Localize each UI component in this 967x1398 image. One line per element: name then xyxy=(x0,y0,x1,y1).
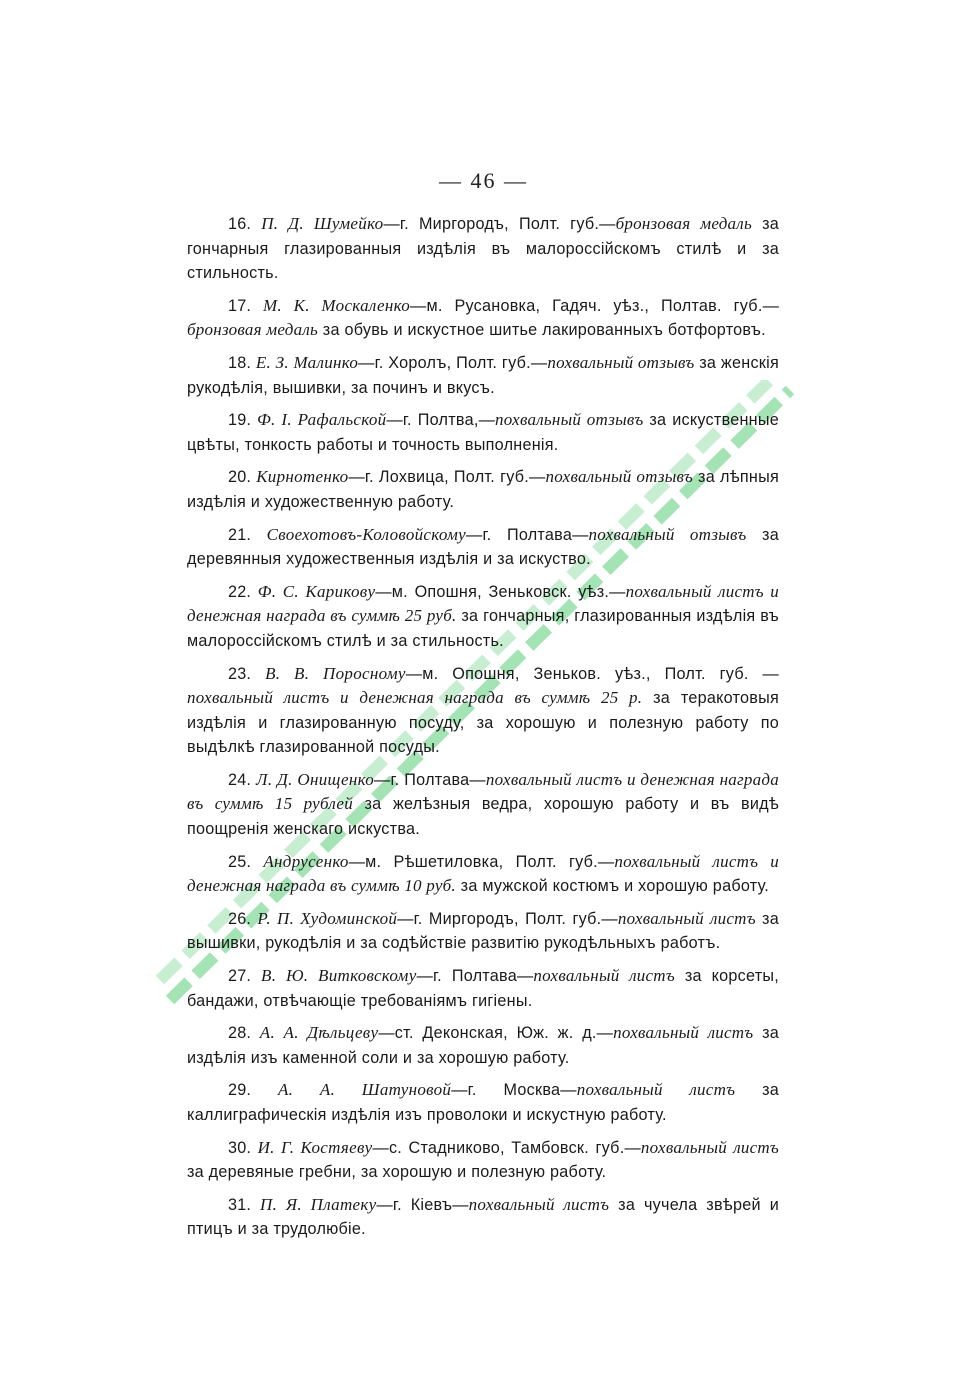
entry-place: —г. Миргородъ, Полт. губ.— xyxy=(383,215,616,233)
entry-award: похвальный листъ xyxy=(533,966,675,986)
entry-description: за каллиграфическія издѣлія изъ проволоки и искустную работу. xyxy=(187,1081,780,1124)
award-entry xyxy=(187,768,779,842)
entry-place: —г. Полтава— xyxy=(466,525,589,544)
entry-award: похвальный листъ xyxy=(640,1137,780,1157)
entry-number: 22. xyxy=(228,582,252,601)
entry-description: за гончарныя, глазированныя издѣлія въ малороссійскомъ стилѣ и за стильность. xyxy=(187,607,779,650)
entry-award: похвальный отзывъ xyxy=(547,352,695,372)
award-entry xyxy=(187,850,779,899)
entry-place: —м. Опошня, Зеньковск. уѣз.— xyxy=(375,582,626,601)
award-entry xyxy=(187,523,779,572)
entry-place: —ст. Деконская, Юж. ж. д.— xyxy=(378,1024,614,1043)
award-entry xyxy=(187,1078,779,1127)
entry-place: —с. Стадниково, Тамбовск. губ.— xyxy=(372,1138,641,1157)
entry-recipient: А. А. Шатуновой xyxy=(277,1080,452,1100)
entry-place: —г. Кіевъ— xyxy=(376,1195,469,1214)
entry-number: 18. xyxy=(228,353,252,372)
award-entry xyxy=(187,212,779,286)
entry-number: 23. xyxy=(228,664,252,683)
award-entry xyxy=(187,662,779,760)
entry-recipient: П. Я. Платеку xyxy=(260,1194,377,1214)
entry-number: 16. xyxy=(228,215,252,233)
entry-recipient: П. Д. Шумейко xyxy=(261,214,384,233)
entry-recipient: Л. Д. Онищенко xyxy=(256,769,375,789)
entry-description: за деревяные гребни, за хорошую и полезную работу. xyxy=(187,1163,607,1182)
award-entry xyxy=(187,907,779,956)
entry-number: 26. xyxy=(228,909,252,928)
entry-recipient: Р. П. Худоминской xyxy=(257,908,398,928)
page-number: — 46 — xyxy=(439,168,528,193)
entry-recipient: Кирнотенко xyxy=(256,467,349,487)
entry-recipient: Ф. І. Рафальской xyxy=(257,410,387,430)
entry-award: похвальный листъ и денежная награда въ суммѣ 15 рублей xyxy=(187,769,779,814)
entry-number: 21. xyxy=(228,525,252,544)
entry-description: за корсеты, бандажи, отвѣчающіе требованіямъ гигіены. xyxy=(187,967,780,1010)
award-list xyxy=(187,212,779,1250)
entry-recipient: М. К. Москаленко xyxy=(262,295,411,315)
entry-description: за деревянныя художественныя издѣлія и за искуство. xyxy=(187,525,779,569)
entry-recipient: Ф. С. Карикову xyxy=(257,581,376,601)
entry-description: за теракотовыя издѣлія и глазированную посуду, за хорошую и полезную работу по выдѣлкѣ глазированной посуды. xyxy=(187,689,779,757)
award-entry xyxy=(187,465,779,514)
entry-recipient: Своехотовъ-Коловойскому xyxy=(266,524,467,544)
entry-award: похвальный листъ xyxy=(576,1080,736,1100)
entry-place: —м. Русановка, Гадяч. уѣз., Полтав. губ.— xyxy=(410,296,780,315)
entry-award: бронзовая медаль xyxy=(187,320,319,340)
entry-award: похвальный отзывъ xyxy=(495,410,644,430)
entry-recipient: В. В. Поросному xyxy=(265,663,406,683)
entry-place: —г. Лохвица, Полт. губ.— xyxy=(348,468,546,487)
entry-award: похвальный листъ и денежная награда въ суммѣ 10 руб. xyxy=(187,851,779,896)
entry-description: за лѣпныя издѣлія и художественную работу. xyxy=(187,468,780,511)
entry-award: похвальный листъ xyxy=(613,1023,754,1043)
entry-number: 25. xyxy=(228,852,252,871)
award-entry xyxy=(187,294,779,343)
entry-award: бронзовая медаль xyxy=(615,214,752,233)
award-entry xyxy=(187,964,779,1013)
entry-description: за женскія рукодѣлія, вышивки, за починъ и вкусъ. xyxy=(187,353,779,397)
entry-recipient: Андрусенко xyxy=(263,851,349,871)
entry-number: 30. xyxy=(228,1138,252,1157)
entry-place: —г. Полтава— xyxy=(374,770,486,789)
entry-place: —м. Опошня, Зеньков. уѣз., Полт. губ. — xyxy=(405,664,779,683)
entry-place: —г. Миргородъ, Полт. губ.— xyxy=(397,909,618,928)
entry-award: похвальный листъ и денежная награда въ суммѣ 25 руб. xyxy=(187,581,780,626)
entry-number: 27. xyxy=(228,967,252,986)
award-entry xyxy=(187,351,779,400)
entry-number: 28. xyxy=(228,1024,252,1043)
entry-recipient: В. Ю. Витковскому xyxy=(261,966,417,986)
award-entry xyxy=(187,1193,779,1242)
entry-award: похвальный отзывъ xyxy=(588,524,747,544)
entry-description: за гончарныя глазированныя издѣлія въ малороссійскомъ стилѣ и за стильность. xyxy=(187,215,779,283)
entry-award: похвальный отзывъ xyxy=(545,467,693,487)
entry-description: за вышивки, рукодѣлія и за содѣйствіе развитію рукодѣльныхъ работъ. xyxy=(187,909,779,953)
entry-recipient: И. Г. Костяеву xyxy=(257,1137,373,1157)
entry-description: за желѣзныя ведра, хорошую работу и въ видѣ поощренія женскаго искуства. xyxy=(187,795,779,839)
entry-place: —г. Москва— xyxy=(451,1081,577,1100)
entry-award: похвальный листъ xyxy=(617,908,756,928)
entry-number: 19. xyxy=(228,411,252,430)
entry-place: —г. Хоролъ, Полт. губ.— xyxy=(358,353,548,372)
entry-number: 29. xyxy=(228,1081,252,1100)
entry-recipient: Е. З. Малинко xyxy=(255,352,359,372)
entry-number: 20. xyxy=(228,468,252,487)
entry-award: похвальный листъ и денежная награда въ суммѣ 25 р. xyxy=(187,688,643,708)
entry-place: —м. Рѣшетиловка, Полт. губ.— xyxy=(348,852,615,871)
entry-description: за чучела звѣрей и птицъ и за трудолюбіе. xyxy=(187,1195,779,1239)
entry-number: 17. xyxy=(228,296,252,315)
entry-description: за обувь и искустное шитье лакированныхъ ботфортовъ. xyxy=(318,321,766,340)
award-entry xyxy=(187,1021,779,1070)
award-entry xyxy=(187,580,779,654)
award-entry xyxy=(187,408,779,457)
entry-description: за издѣлія изъ каменной соли и за хорошую работу. xyxy=(187,1024,779,1067)
entry-number: 31. xyxy=(228,1195,252,1214)
entry-number: 24. xyxy=(228,770,252,789)
entry-description: за искуственные цвѣты, тонкость работы и точность выполненія. xyxy=(187,411,780,454)
entry-award: похвальный листъ xyxy=(468,1194,610,1214)
entry-description: за мужской костюмъ и хорошую работу. xyxy=(455,877,770,896)
entry-place: —г. Полтва,— xyxy=(386,411,496,430)
entry-recipient: А. А. Дѣльцеву xyxy=(259,1023,379,1043)
award-entry xyxy=(187,1136,779,1185)
entry-place: —г. Полтава— xyxy=(416,967,534,986)
